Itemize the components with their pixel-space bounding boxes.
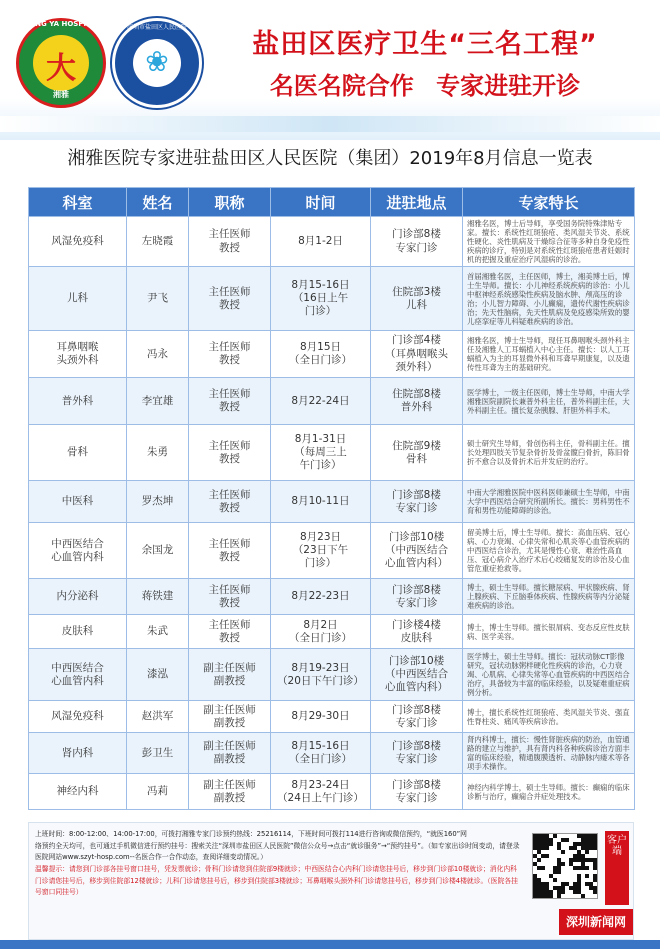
cell-time: 8月29-30日 xyxy=(271,701,371,733)
qr-cell xyxy=(557,894,561,898)
cell-time: 8月10-11日 xyxy=(271,481,371,523)
cell-dept: 耳鼻咽喉 头颈外科 xyxy=(29,331,127,378)
qr-cell xyxy=(585,866,589,870)
cell-time: 8月15-16日 （全日门诊） xyxy=(271,733,371,774)
cell-dept: 风湿免疫科 xyxy=(29,701,127,733)
cell-name: 赵洪军 xyxy=(127,701,189,733)
qr-cell xyxy=(561,850,565,854)
cell-time: 8月15日 （全日门诊） xyxy=(271,331,371,378)
cell-title: 主任医师 教授 xyxy=(189,615,271,649)
cell-spec: 肾内科博士，擅长：慢性肾脏疾病的防治，血管通路的建立与维护，具有肾内科各种疾病诊治方面丰富的临床经验，精通腹膜透析、动静脉内瘘术等各项手术操作。 xyxy=(463,733,635,774)
qr-cell xyxy=(549,842,553,846)
cell-place: 门诊部8楼 专家门诊 xyxy=(371,217,463,267)
cell-spec: 神经内科学博士，硕士生导师。擅长：癫痫的临床诊断与治疗，癫痫合并症处理技术。 xyxy=(463,774,635,810)
cell-dept: 神经内科 xyxy=(29,774,127,810)
cell-title: 主任医师 教授 xyxy=(189,267,271,331)
cell-title: 主任医师 教授 xyxy=(189,378,271,425)
footer-text xyxy=(35,829,523,899)
table-row xyxy=(29,523,635,579)
cell-title: 主任医师 教授 xyxy=(189,425,271,481)
table-row xyxy=(29,649,635,701)
cell-place: 住院部8楼 普外科 xyxy=(371,378,463,425)
qr-code xyxy=(532,833,598,899)
logo-bottom-text: 湘雅 xyxy=(53,90,69,99)
cell-spec: 湘雅名医，博士后导师，享受国务院特殊津贴专家。擅长：系统性红斑狼疮、类风湿关节炎、系统性硬化、炎性肌病及干燥综合征等多种自身免疫性疾病的诊疗，特别是对系统性红斑狼疮患者妊娠时机的把握及重症治疗风湿病的诊治。 xyxy=(463,217,635,267)
header-dept: 科室 xyxy=(29,188,127,217)
cell-place: 门诊部4楼 （耳鼻咽喉头 颈外科） xyxy=(371,331,463,378)
qr-cell xyxy=(593,866,597,870)
cell-place: 门诊部8楼 专家门诊 xyxy=(371,481,463,523)
qr-cell xyxy=(557,870,561,874)
qr-cell xyxy=(593,878,597,882)
footer-line2: 络预约全天均可，也可通过手机微信进行预约挂号：搜索关注“深圳市盐田区人民医院”微信公众号→点击“就诊服务”→“预约挂号”。（如专家出诊时间变动，请登录医院网站www.szyt-hosp.com--名医合作一合作动态，查阅详细变动情况。） xyxy=(35,841,520,862)
cell-title: 主任医师 教授 xyxy=(189,217,271,267)
qr-cell xyxy=(593,846,597,850)
cell-title: 主任医师 教授 xyxy=(189,481,271,523)
qr-cell xyxy=(545,854,549,858)
table-row xyxy=(29,217,635,267)
cell-place: 门诊部8楼 专家门诊 xyxy=(371,701,463,733)
schedule-table-container xyxy=(28,187,634,810)
qr-cell xyxy=(581,894,585,898)
qr-cell xyxy=(541,866,545,870)
cell-time: 8月19-23日 （20日下午门诊） xyxy=(271,649,371,701)
header-specialty: 专家特长 xyxy=(463,188,635,217)
headline-sub: 名医名院合作 专家进驻开诊 xyxy=(269,72,581,100)
cell-name: 冯永 xyxy=(127,331,189,378)
qr-cell xyxy=(585,874,589,878)
table-row xyxy=(29,733,635,774)
cell-name: 朱武 xyxy=(127,615,189,649)
news-brand: 深圳新闻网 xyxy=(559,909,633,935)
page-header xyxy=(0,0,660,140)
cell-dept: 普外科 xyxy=(29,378,127,425)
cell-spec: 博士，擅长系统性红斑狼疮、类风湿关节炎、强直性脊柱炎、痛风等疾病诊治。 xyxy=(463,701,635,733)
cell-title: 副主任医师 副教授 xyxy=(189,733,271,774)
cell-name: 李宜雄 xyxy=(127,378,189,425)
cell-title: 主任医师 教授 xyxy=(189,331,271,378)
cell-place: 门诊部10楼 （中西医结合 心血管内科） xyxy=(371,649,463,701)
header-name: 姓名 xyxy=(127,188,189,217)
logo-ring-text: XIANG YA HOSPITAL xyxy=(21,20,101,28)
cell-name: 冯莉 xyxy=(127,774,189,810)
cell-dept: 中西医结合 心血管内科 xyxy=(29,649,127,701)
qr-cell xyxy=(593,890,597,894)
yantian-hospital-logo xyxy=(112,18,202,108)
client-stamp: 客户端 xyxy=(605,831,629,905)
qr-cell xyxy=(585,850,589,854)
cell-name: 余国龙 xyxy=(127,523,189,579)
cell-dept: 中西医结合 心血管内科 xyxy=(29,523,127,579)
cell-name: 朱勇 xyxy=(127,425,189,481)
cell-name: 蒋铁建 xyxy=(127,579,189,615)
cell-name: 尹飞 xyxy=(127,267,189,331)
table-row xyxy=(29,331,635,378)
cell-spec: 硕士研究生导师，骨创伤科主任，骨科副主任。擅长处理四肢关节复杂骨折及骨盆髋臼骨折，陈旧骨折不愈合以及骨折术后并发症的治疗。 xyxy=(463,425,635,481)
cell-spec: 医学博士，一级主任医师，博士生导师，中南大学湘雅医院副院长兼普外科主任，普外科副主任，大外科副主任。擅长复杂胰腺、肝胆外科手术。 xyxy=(463,378,635,425)
header-place: 进驻地点 xyxy=(371,188,463,217)
cell-title: 副主任医师 副教授 xyxy=(189,774,271,810)
cell-time: 8月2日 （全日门诊） xyxy=(271,615,371,649)
cell-place: 门诊部8楼 专家门诊 xyxy=(371,774,463,810)
footer-line1: 上班时间：8:00-12:00、14:00-17:00，可拨打湘雅专家门诊预约热线：25216114，下班时间可拨打114进行咨询或微信预约，“就医160”网 xyxy=(35,830,467,838)
cell-spec: 博士，博士生导师。擅长银屑病、变态反应性皮肤病、医学美容。 xyxy=(463,615,635,649)
schedule-table xyxy=(28,187,635,810)
qr-cell xyxy=(561,862,565,866)
logo-glyph: 大 xyxy=(46,51,76,86)
cell-dept: 儿科 xyxy=(29,267,127,331)
table-row xyxy=(29,615,635,649)
table-row xyxy=(29,425,635,481)
qr-cell xyxy=(553,834,557,838)
cell-dept: 肾内科 xyxy=(29,733,127,774)
cell-dept: 风湿免疫科 xyxy=(29,217,127,267)
cell-title: 副主任医师 副教授 xyxy=(189,649,271,701)
footer-notice: 温馨提示：请您到门诊部各挂号窗口挂号，凭发票就诊；骨科门诊请您到住院部9楼就诊；中西医结合心内科门诊请您挂号后，移步到门诊部10楼就诊；消化内科门诊请您挂号后，移步到住院部12楼就诊；儿科门诊请您挂号后，移步到住院部3楼就诊；耳鼻咽喉头颈外科门诊请您挂号后，移步到门诊楼4楼就诊。（医院各挂号窗口同挂号） xyxy=(35,865,518,897)
bottom-bar xyxy=(0,940,660,949)
qr-cell xyxy=(561,890,565,894)
qr-cell xyxy=(537,858,541,862)
qr-cell xyxy=(545,846,549,850)
footer-info xyxy=(28,822,634,940)
cell-time: 8月23日 （23日下午 门诊） xyxy=(271,523,371,579)
cell-dept: 内分泌科 xyxy=(29,579,127,615)
cell-spec: 留美博士后，博士生导师。擅长：高血压病、冠心病、心力衰竭、心律失常和心肌炎等心血管疾病的中西医结合诊治，尤其是慢性心衰、难治性高血压、冠心病介入治疗术后心绞痛复发的诊治及心血管危重症抢救等。 xyxy=(463,523,635,579)
xiangya-hospital-logo xyxy=(16,18,106,108)
cell-time: 8月22-23日 xyxy=(271,579,371,615)
cell-time: 8月23-24日 （24日上午门诊） xyxy=(271,774,371,810)
table-row xyxy=(29,579,635,615)
table-header-row xyxy=(29,188,635,217)
cell-place: 住院部9楼 骨科 xyxy=(371,425,463,481)
cell-name: 左晓霞 xyxy=(127,217,189,267)
cell-name: 罗杰坤 xyxy=(127,481,189,523)
cell-place: 门诊部10楼 （中西医结合 心血管内科） xyxy=(371,523,463,579)
cell-place: 住院部3楼 儿科 xyxy=(371,267,463,331)
cell-dept: 骨科 xyxy=(29,425,127,481)
cell-name: 彭卫生 xyxy=(127,733,189,774)
cell-spec: 博士，硕士生导师。擅长糖尿病、甲状腺疾病、肾上腺疾病、下丘脑垂体疾病、性腺疾病等内分泌疑难疾病的诊治。 xyxy=(463,579,635,615)
flower-icon: ❀ xyxy=(145,45,169,78)
table-row xyxy=(29,481,635,523)
cell-place: 门诊楼4楼 皮肤科 xyxy=(371,615,463,649)
cell-time: 8月22-24日 xyxy=(271,378,371,425)
table-row xyxy=(29,701,635,733)
table-row xyxy=(29,267,635,331)
qr-cell xyxy=(553,878,557,882)
cell-place: 门诊部8楼 专家门诊 xyxy=(371,733,463,774)
qr-cell xyxy=(549,894,553,898)
table-row xyxy=(29,378,635,425)
cell-title: 副主任医师 副教授 xyxy=(189,701,271,733)
document-title: 湘雅医院专家进驻盐田区人民医院（集团）2019年8月信息一览表 xyxy=(67,148,593,169)
cell-title: 主任医师 教授 xyxy=(189,523,271,579)
logo2-ring-text: 深圳市盐田区人民医院 xyxy=(126,24,187,31)
qr-cell xyxy=(565,838,569,842)
cell-spec: 湘雅名医，博士生导师，现任耳鼻咽喉头颈外科主任及湘雅人工耳蜗植入中心主任。擅长：以人工耳蜗植入为主的耳显微外科和耳聋早期康复，以及遗传性耳聋为主的基础研究。 xyxy=(463,331,635,378)
table-row xyxy=(29,774,635,810)
cell-place: 门诊部8楼 专家门诊 xyxy=(371,579,463,615)
cell-spec: 医学博士，硕士生导师。擅长：冠状动脉CT影像研究，冠状动脉粥样硬化性疾病的诊治，心力衰竭、心肌病、心律失常等心血管疾病的中西医结合治疗，具备较为丰富的临床经验，以及疑难重症病例分析。 xyxy=(463,649,635,701)
cell-title: 主任医师 教授 xyxy=(189,579,271,615)
headline-main: 盐田区医疗卫生“三名工程” xyxy=(252,29,598,60)
header-title: 职称 xyxy=(189,188,271,217)
cell-name: 漆泓 xyxy=(127,649,189,701)
cell-dept: 皮肤科 xyxy=(29,615,127,649)
cell-time: 8月15-16日 （16日上午 门诊） xyxy=(271,267,371,331)
cell-dept: 中医科 xyxy=(29,481,127,523)
cell-time: 8月1-31日 （每周三上 午门诊） xyxy=(271,425,371,481)
header-time: 时间 xyxy=(271,188,371,217)
cell-spec: 首届湘雅名医，主任医师，博士，湘美博士后，博士生导师。擅长：小儿神经系统疾病的诊治：小儿中枢神经系统感染性疾病及脑水肿、颅高压的诊治；小儿智力障碍、小儿癫痫，遗传代谢性疾病诊治；先天性脑病，先天性肌病及免疫感染所致的婴儿痉挛症等儿科疑难疾病的诊治。 xyxy=(463,267,635,331)
cell-time: 8月1-2日 xyxy=(271,217,371,267)
header-stripe xyxy=(0,116,660,132)
cell-spec: 中南大学湘雅医院中医科医师兼硕士生导师，中南大学中西医结合研究所副所长。擅长：男科男性不育和男性功能障碍的诊治。 xyxy=(463,481,635,523)
table-body xyxy=(29,217,635,810)
